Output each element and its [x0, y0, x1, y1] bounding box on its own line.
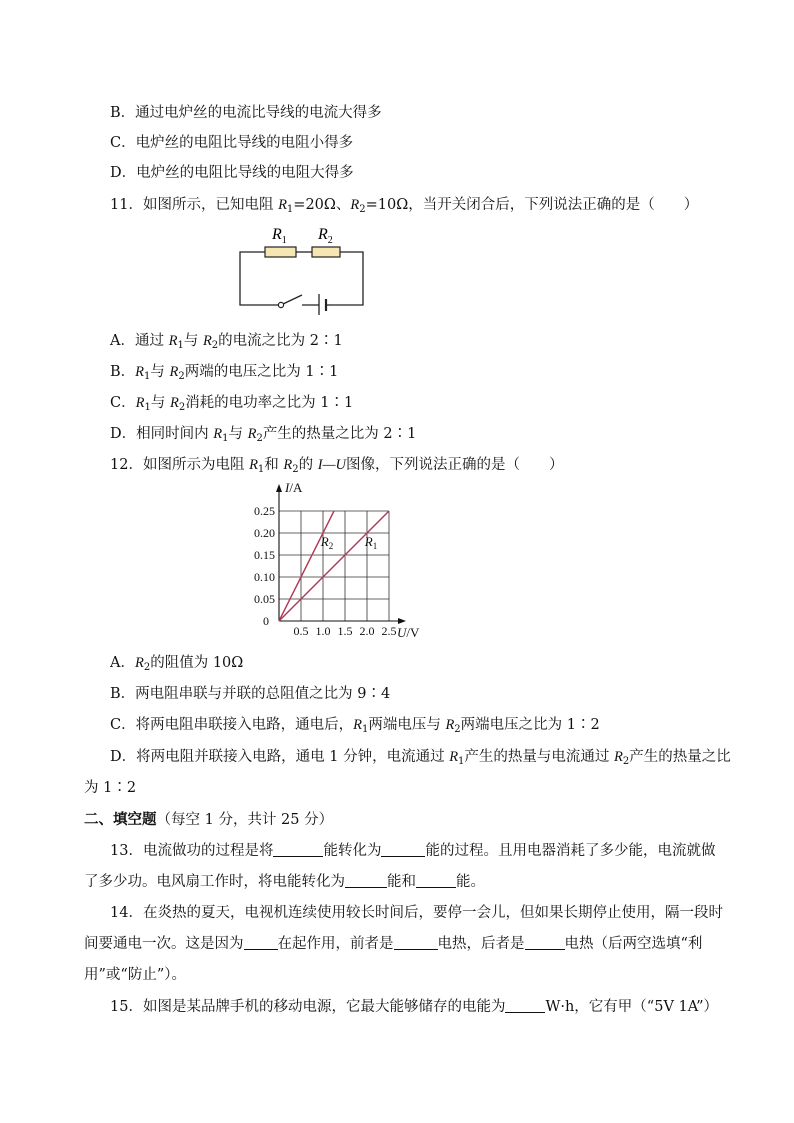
r1-label: $R_1$ [272, 226, 287, 246]
y-tick-label-0.20: 0.20 [254, 526, 275, 540]
resistor-r1 [265, 247, 296, 257]
q14-blank-2[interactable] [394, 934, 438, 950]
x-tick-label-2.5: 2.5 [381, 624, 397, 638]
x-tick-label-0.5: 0.5 [293, 624, 309, 638]
y-axis-label: I/A [285, 480, 303, 495]
q11-option-c: C．$R_1$与 $R_2$消耗的电功率之比为 1∶1 [110, 395, 354, 413]
q14-blank-1[interactable] [244, 934, 278, 950]
y-axis-arrow [276, 484, 282, 492]
q11-option-d: D．相同时间内 $R_1$与 $R_2$产生的热量之比为 2∶1 [110, 426, 417, 444]
q11-circuit-diagram [230, 220, 380, 315]
y-tick-label-0.25: 0.25 [254, 504, 275, 518]
r2-label: $R_2$ [318, 226, 333, 246]
y-tick-label-0.15: 0.15 [254, 548, 275, 562]
q10-option-c: C．电炉丝的电阻比导线的电阻小得多 [110, 135, 354, 151]
series-line-R1 [279, 511, 389, 621]
q14-blank-3[interactable] [525, 934, 565, 950]
x-tick-label-1.5: 1.5 [337, 624, 353, 638]
q14-line-3: 用”或“防止”）。 [84, 967, 186, 983]
q13-blank-4[interactable] [416, 872, 456, 888]
q12-option-a: A．$R_2$的阻值为 10Ω [110, 655, 244, 673]
q13-blank-3[interactable] [345, 872, 387, 888]
section-2-heading: 二、填空题（每空 1 分，共计 25 分） [84, 811, 334, 828]
x-axis-label: U/V [397, 625, 420, 640]
x-axis-arrow [398, 618, 406, 624]
circuit-wire-top-right [331, 252, 363, 305]
resistor-r2 [312, 247, 340, 257]
q14-line-2: 间要通电一次。这是因为 在起作用，前者是 电热，后者是 电热（后两空选填“利 [84, 936, 703, 952]
q11-stem: 11．如图所示，已知电阻 $R_1=20\Omega$、$R_2=10\Omega$，当开关闭合后，下列说法正确的是（ ） [110, 197, 699, 215]
series-line-R2 [279, 511, 334, 621]
series-label-R2: $R_2$ [320, 533, 334, 551]
series-label-R1: $R_1$ [364, 533, 378, 551]
q10-option-d: D．电炉丝的电阻比导线的电阻大得多 [110, 165, 354, 181]
y-tick-label-0.05: 0.05 [254, 592, 275, 606]
q13-blank-1[interactable] [273, 841, 323, 857]
circuit-wire-top-left [240, 252, 278, 305]
q15-blank-1[interactable] [505, 997, 545, 1013]
q12-option-c: C．将两电阻串联接入电路，通电后，$R_1$两端电压与 $R_2$两端电压之比为 1∶2 [110, 717, 600, 735]
q15-line-1: 15．如图是某品牌手机的移动电源，它最大能够储存的电能为 W·h，它有甲（“5V 1A”） [110, 999, 719, 1015]
q11-option-a: A．通过 $R_1$与 $R_2$的电流之比为 2∶1 [110, 333, 343, 351]
q12-option-d: D．将两电阻并联接入电路，通电 1 分钟，电流通过 $R_1$产生的热量与电流通过 $R_2$产生的热量之比 [110, 749, 731, 767]
origin-label: 0 [263, 614, 269, 628]
switch-blade [283, 295, 302, 304]
x-tick-label-2.0: 2.0 [359, 624, 375, 638]
switch-pivot [278, 302, 283, 307]
y-tick-label-0.10: 0.10 [254, 570, 275, 584]
q11-option-b: B．$R_1$与 $R_2$两端的电压之比为 1∶1 [110, 364, 339, 382]
q14-line-1: 14．在炎热的夏天，电视机连续使用较长时间后，要停一会儿，但如果长期停止使用，隔一段时 [110, 905, 723, 921]
x-tick-label-1.0: 1.0 [315, 624, 331, 638]
q13-line-2: 了多少功。电风扇工作时，将电能转化为 能和 能。 [84, 874, 485, 890]
q12-option-b: B．两电阻串联与并联的总阻值之比为 9∶4 [110, 686, 391, 702]
q13-blank-2[interactable] [381, 841, 425, 857]
q12-option-d-continued: 为 1∶2 [84, 780, 137, 796]
iu-graph [230, 480, 440, 645]
q10-option-b: B．通过电炉丝的电流比导线的电流大得多 [110, 105, 382, 121]
q12-stem: 12．如图所示为电阻 $R_1$和 $R_2$的 I—U图像，下列说法正确的是（ ） [110, 457, 564, 475]
q13-line-1: 13．电流做功的过程是将 能转化为 能的过程。且用电器消耗了多少能，电流就做 [110, 843, 716, 859]
